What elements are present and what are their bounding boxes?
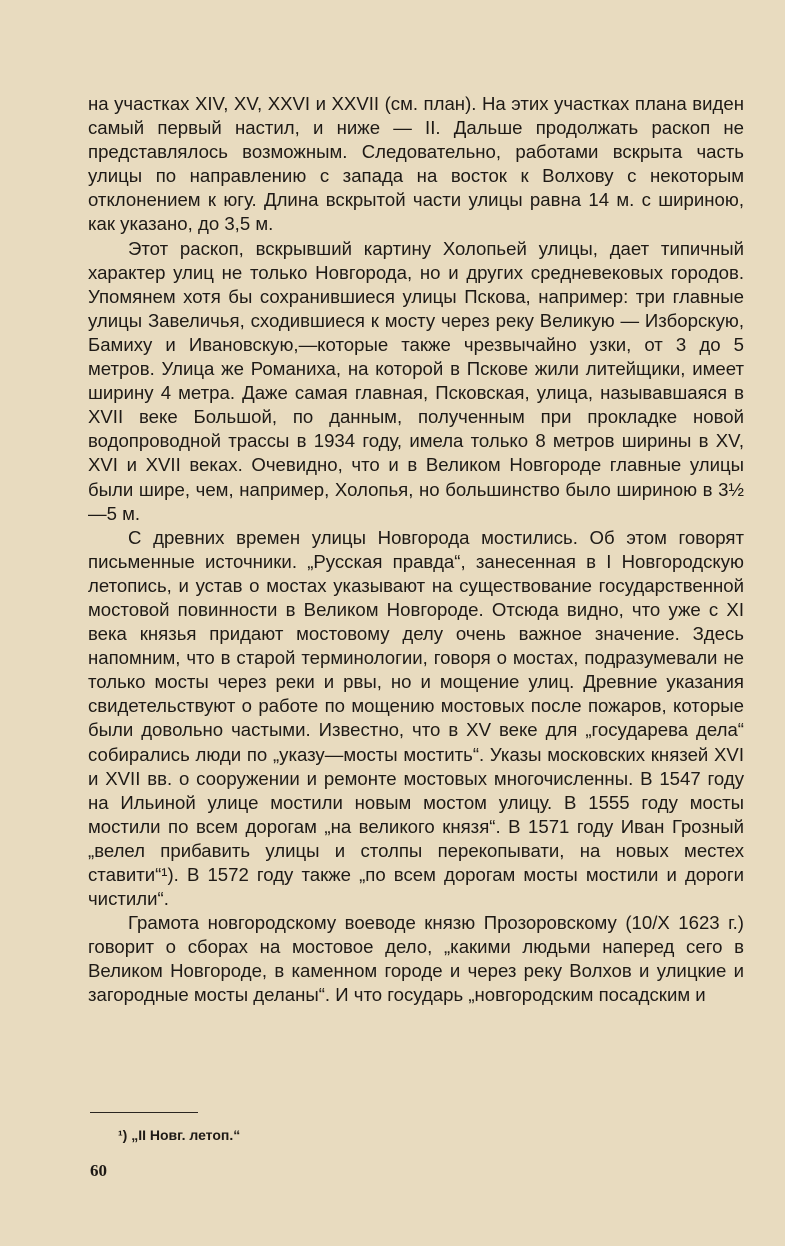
footnote-divider xyxy=(90,1112,198,1113)
paragraph: Грамота новгородскому воеводе князю Прозоровскому (10/X 1623 г.) говорит о сборах на мостовое дело, „какими людьми наперед сего в Великом Новгороде, в каменном городе и через реку Волхов и улицкие и загородные мосты деланы“. И что государь „новгородским посадским и xyxy=(88,912,744,1006)
footnote: ¹) „II Новг. летоп.“ xyxy=(118,1127,241,1143)
paragraph-continued: на участках XIV, XV, XXVI и XXVII (см. план). На этих участках плана виден самый первый настил, и ниже — II. Дальше продолжать раскоп не представлялось возможным. Следовательно, работами вскрыта часть улицы по направлению с запада на восток к Волхову с некоторым отклонением к югу. Длина вскрытой части улицы равна 14 м. с шириною, как указано, до 3,5 м. xyxy=(88,93,744,235)
paragraph: С древних времен улицы Новгорода мостились. Об этом говорят письменные источники. „Русская правда“, занесенная в I Новгородскую летопись, и устав о мостах указывают на существование государственной мостовой повинности в Великом Новгороде. Отсюда видно, что уже с XI века князья придают мостовому делу очень важное значение. Здесь напомним, что в старой терминологии, говоря о мостах, подразумевали не только мосты через реки и рвы, но и мощение улиц. Древние указания свидетельствуют о работе по мощению мостовых после пожаров, которые были довольно частыми. Известно, что в XV веке для „государева дела“ собирались люди по „указу—мосты мостить“. Указы московских князей XVI и XVII вв. о сооружении и ремонте мостовых многочисленны. В 1547 году на Ильиной улице мостили новым мостом улицу. В 1555 году мосты мостили по всем дорогам „на великого князя“. В 1571 году Иван Грозный „велел прибавить улицы и столпы перекопывати, на новых местех ставити“¹). В 1572 году также „по всем дорогам мосты мостили и дороги чистили“. xyxy=(88,526,744,910)
page-number: 60 xyxy=(90,1161,107,1180)
paragraph: Этот раскоп, вскрывший картину Холопьей улицы, дает типичный характер улиц не только Новгорода, но и других средневековых городов. Упомянем хотя бы сохранившиеся улицы Пскова, например: три главные улицы Завеличья, сходившиеся к мосту через реку Великую — Изборскую, Бамиху и Ивановскую,—которые также чрезвычайно узки, от 3 до 5 метров. Улица же Романиха, на которой в Пскове жили литейщики, имеет ширину 4 метра. Даже самая главная, Псковская, улица, называвшаяся в XVII веке Большой, по данным, полученным при прокладке новой водопроводной трассы в 1934 году, имела только 8 метров ширины в XV, XVI и XVII веках. Очевидно, что и в Великом Новгороде главные улицы были шире, чем, например, Холопья, но большинство было шириною в 3½—5 м. xyxy=(88,237,744,524)
main-text xyxy=(88,92,744,1008)
